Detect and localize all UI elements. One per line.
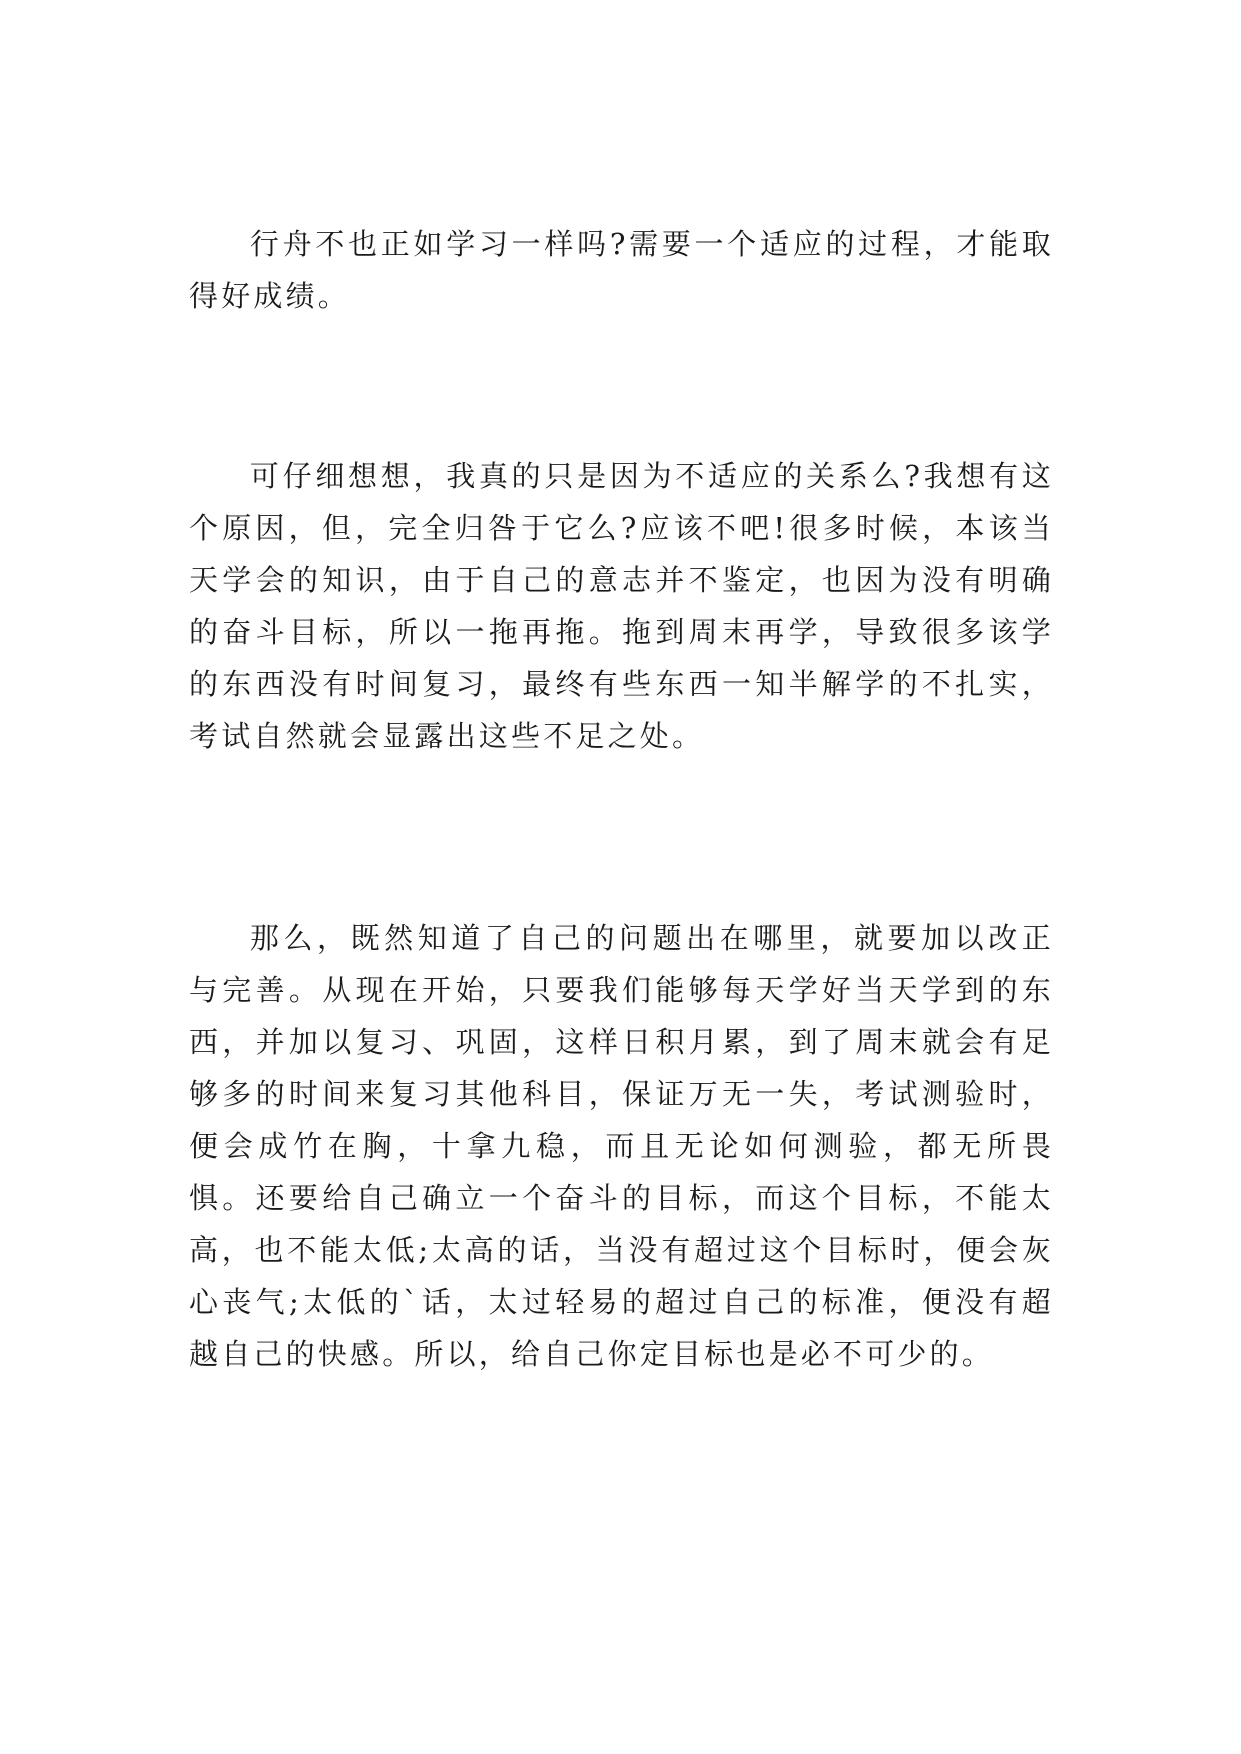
paragraph-3: 那么，既然知道了自己的问题出在哪里，就要加以改正与完善。从现在开始，只要我们能够每天学好当天学到的东西，并加以复习、巩固，这样日积月累，到了周末就会有足够多的时间来复习其他科目，保证万无一失，考试测验时，便会成竹在胸，十拿九稳，而且无论如何测验，都无所畏惧。还要给自己确立一个奋斗的目标，而这个目标，不能太高，也不能太低;太高的话，当没有超过这个目标时，便会灰心丧气;太低的`话，太过轻易的超过自己的标准，便没有超越自己的快感。所以，给自己你定目标也是必不可少的。 [189,921,1054,1371]
paragraph-2: 可仔细想想，我真的只是因为不适应的关系么?我想有这个原因，但，完全归咎于它么?应该不吧!很多时候，本该当天学会的知识，由于自己的意志并不鉴定，也因为没有明确的奋斗目标，所以一拖再拖。拖到周末再学，导致很多该学的东西没有时间复习，最终有些东西一知半解学的不扎实，考试自然就会显露出这些不足之处。 [189,459,1054,753]
paragraph-1: 行舟不也正如学习一样吗?需要一个适应的过程，才能取得好成绩。 [189,227,1054,313]
